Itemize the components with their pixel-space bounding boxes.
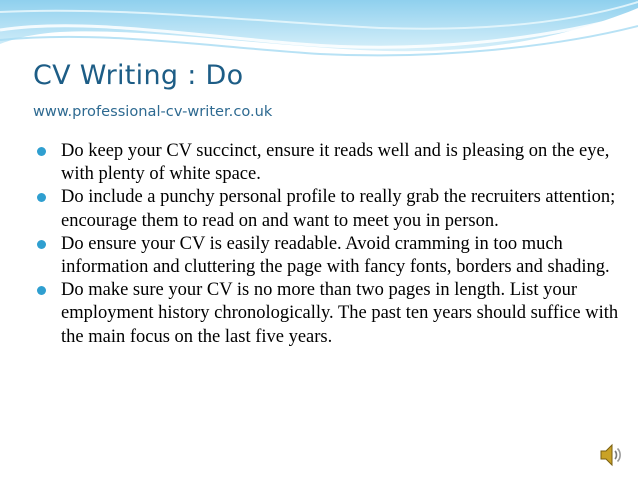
bullet-list bbox=[35, 140, 625, 349]
bullet-item bbox=[35, 233, 625, 279]
header-wave-decoration bbox=[0, 0, 638, 64]
round-bullet-icon bbox=[37, 240, 46, 249]
round-bullet-icon bbox=[37, 147, 46, 156]
bullet-item bbox=[35, 186, 625, 232]
round-bullet-icon bbox=[37, 193, 46, 202]
speaker-icon[interactable] bbox=[598, 442, 624, 468]
bullet-text: Do ensure your CV is easily readable. Avoid cramming in too much information and cluttering the page with fancy fonts, borders and shading. bbox=[61, 233, 610, 278]
slide-title: CV Writing : Do bbox=[33, 60, 244, 91]
bullet-text: Do include a punchy personal profile to really grab the recruiters attention; encourage them to read on and want to meet you in person. bbox=[61, 187, 616, 231]
bullet-text: Do make sure your CV is no more than two pages in length. List your employment history chronologically. The past ten years should suffice with the main focus on the last five years. bbox=[61, 280, 619, 347]
slide-subtitle: www.professional-cv-writer.co.uk bbox=[33, 103, 273, 120]
bullet-text: Do keep your CV succinct, ensure it reads well and is pleasing on the eye, with plenty of white space. bbox=[61, 141, 610, 185]
round-bullet-icon bbox=[37, 286, 46, 295]
bullet-item bbox=[35, 140, 625, 186]
bullet-item bbox=[35, 279, 625, 349]
